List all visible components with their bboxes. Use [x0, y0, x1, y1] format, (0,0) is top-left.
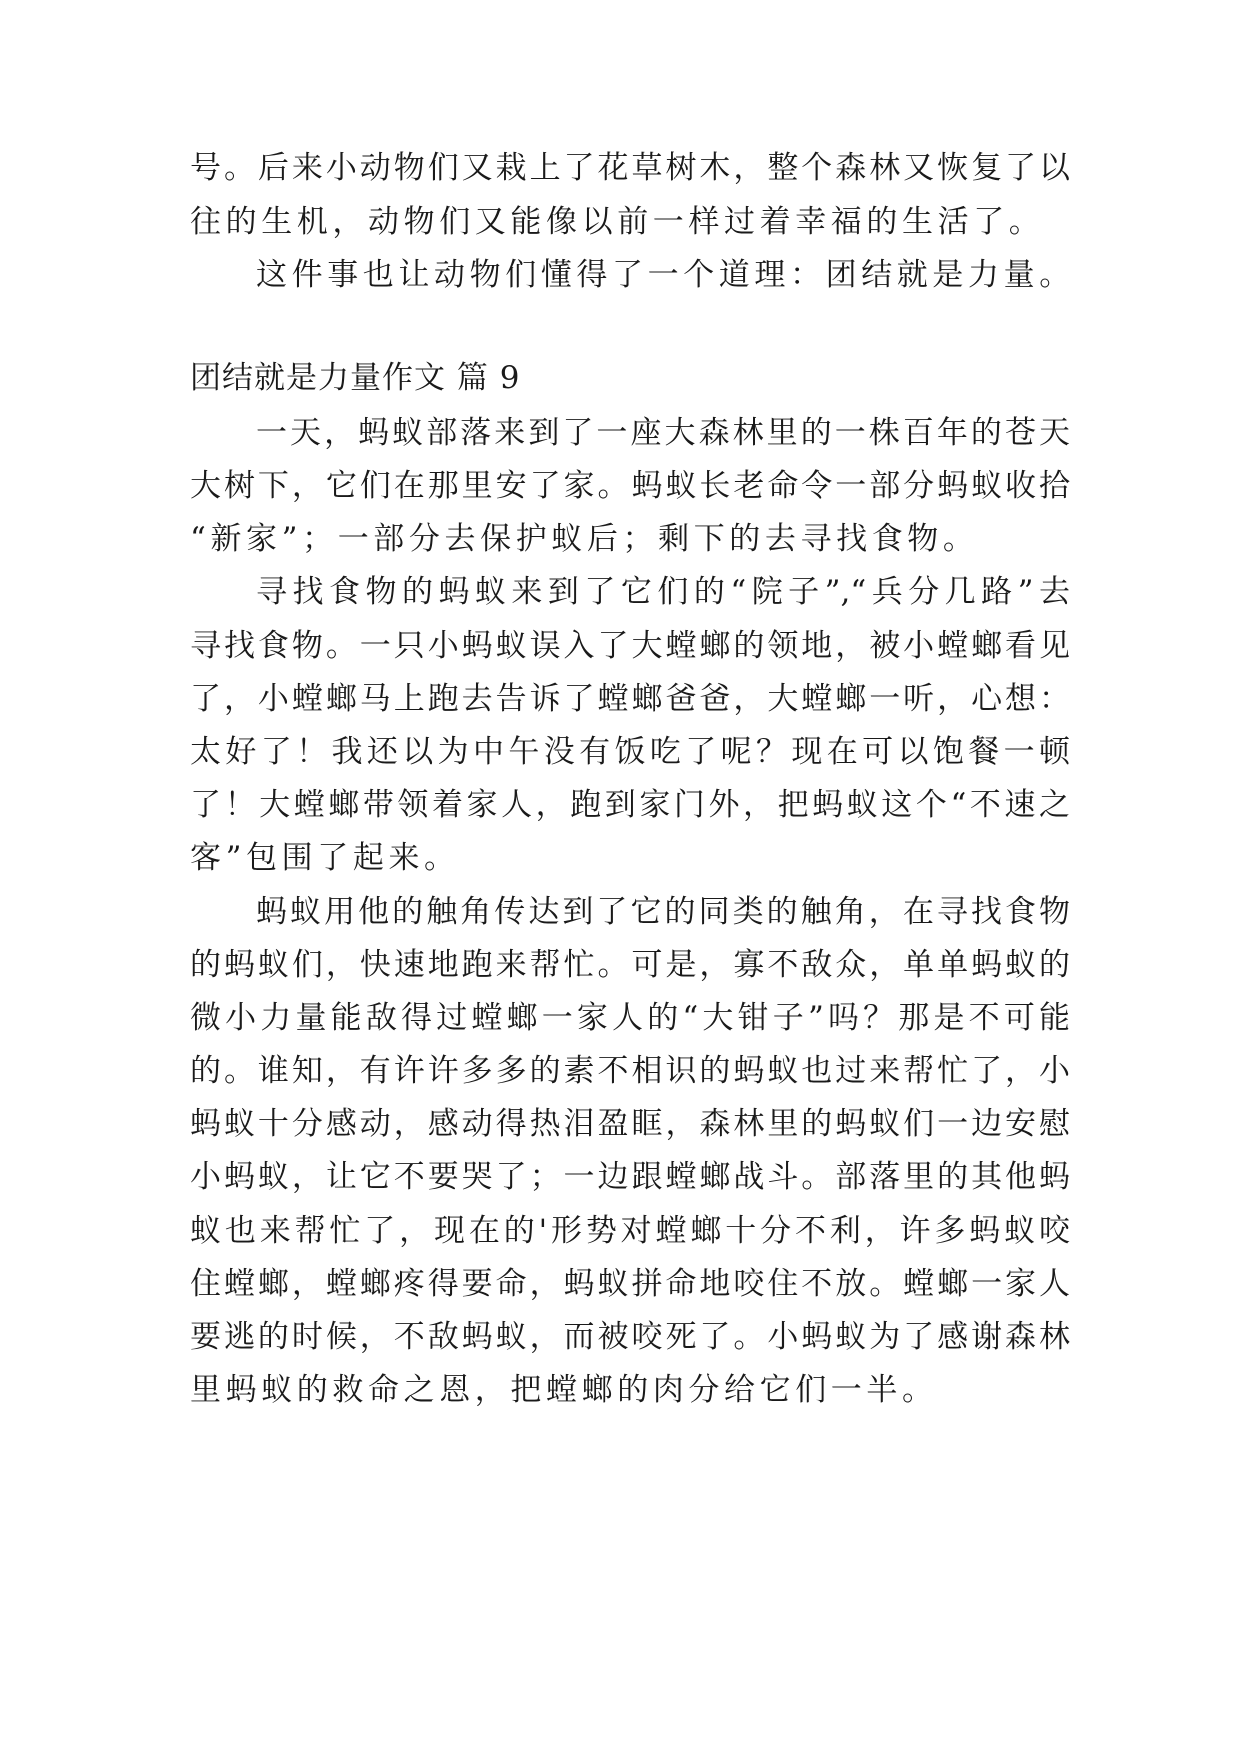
- text-line: 蚂蚁十分感动，感动得热泪盈眶，森林里的蚂蚁们一边安慰: [190, 1106, 1070, 1142]
- text-line: 微小力量能敌得过螳螂一家人的“大钳子”吗？那是不可能: [190, 1000, 1070, 1036]
- text-line: 里蚂蚁的救命之恩，把螳螂的肉分给它们一半。: [190, 1372, 938, 1408]
- text-line: 号。后来小动物们又栽上了花草树木，整个森林又恢复了以: [190, 150, 1070, 186]
- text-line: 太好了！我还以为中午没有饭吃了呢？现在可以饱餐一顿: [190, 734, 1070, 770]
- text-line: 客”包围了起来。: [190, 840, 460, 876]
- text-line: 大树下，它们在那里安了家。蚂蚁长老命令一部分蚂蚁收拾: [190, 468, 1070, 504]
- text-line: 寻找食物的蚂蚁来到了它们的“院子”,“兵分几路”去: [256, 574, 1070, 610]
- text-line: 蚁也来帮忙了，现在的'形势对螳螂十分不利，许多蚂蚁咬: [190, 1213, 1070, 1249]
- text-line: 的。谁知，有许许多多的素不相识的蚂蚁也过来帮忙了，小: [190, 1053, 1070, 1089]
- text-line: “新家”；一部分去保护蚁后；剩下的去寻找食物。: [190, 521, 979, 557]
- text-line: 一天，蚂蚁部落来到了一座大森林里的一株百年的苍天: [256, 415, 1070, 451]
- text-line: 寻找食物。一只小蚂蚁误入了大螳螂的领地，被小螳螂看见: [190, 628, 1070, 664]
- text-line: 的蚂蚁们，快速地跑来帮忙。可是，寡不敌众，单单蚂蚁的: [190, 947, 1070, 983]
- section-heading: 团结就是力量作文 篇 9: [190, 360, 521, 396]
- text-line: 小蚂蚁，让它不要哭了；一边跟螳螂战斗。部落里的其他蚂: [190, 1159, 1070, 1195]
- text-line: 了，小螳螂马上跑去告诉了螳螂爸爸，大螳螂一听，心想：: [190, 681, 1070, 717]
- text-line: 这件事也让动物们懂得了一个道理：团结就是力量。: [256, 257, 1075, 293]
- text-line: 住螳螂，螳螂疼得要命，蚂蚁拼命地咬住不放。螳螂一家人: [190, 1266, 1070, 1302]
- text-line: 了！大螳螂带领着家人，跑到家门外，把蚂蚁这个“不速之: [190, 787, 1070, 823]
- text-line: 蚂蚁用他的触角传达到了它的同类的触角，在寻找食物: [256, 894, 1070, 930]
- text-line: 要逃的时候，不敌蚂蚁，而被咬死了。小蚂蚁为了感谢森林: [190, 1319, 1070, 1355]
- text-line: 往的生机，动物们又能像以前一样过着幸福的生活了。: [190, 204, 1045, 240]
